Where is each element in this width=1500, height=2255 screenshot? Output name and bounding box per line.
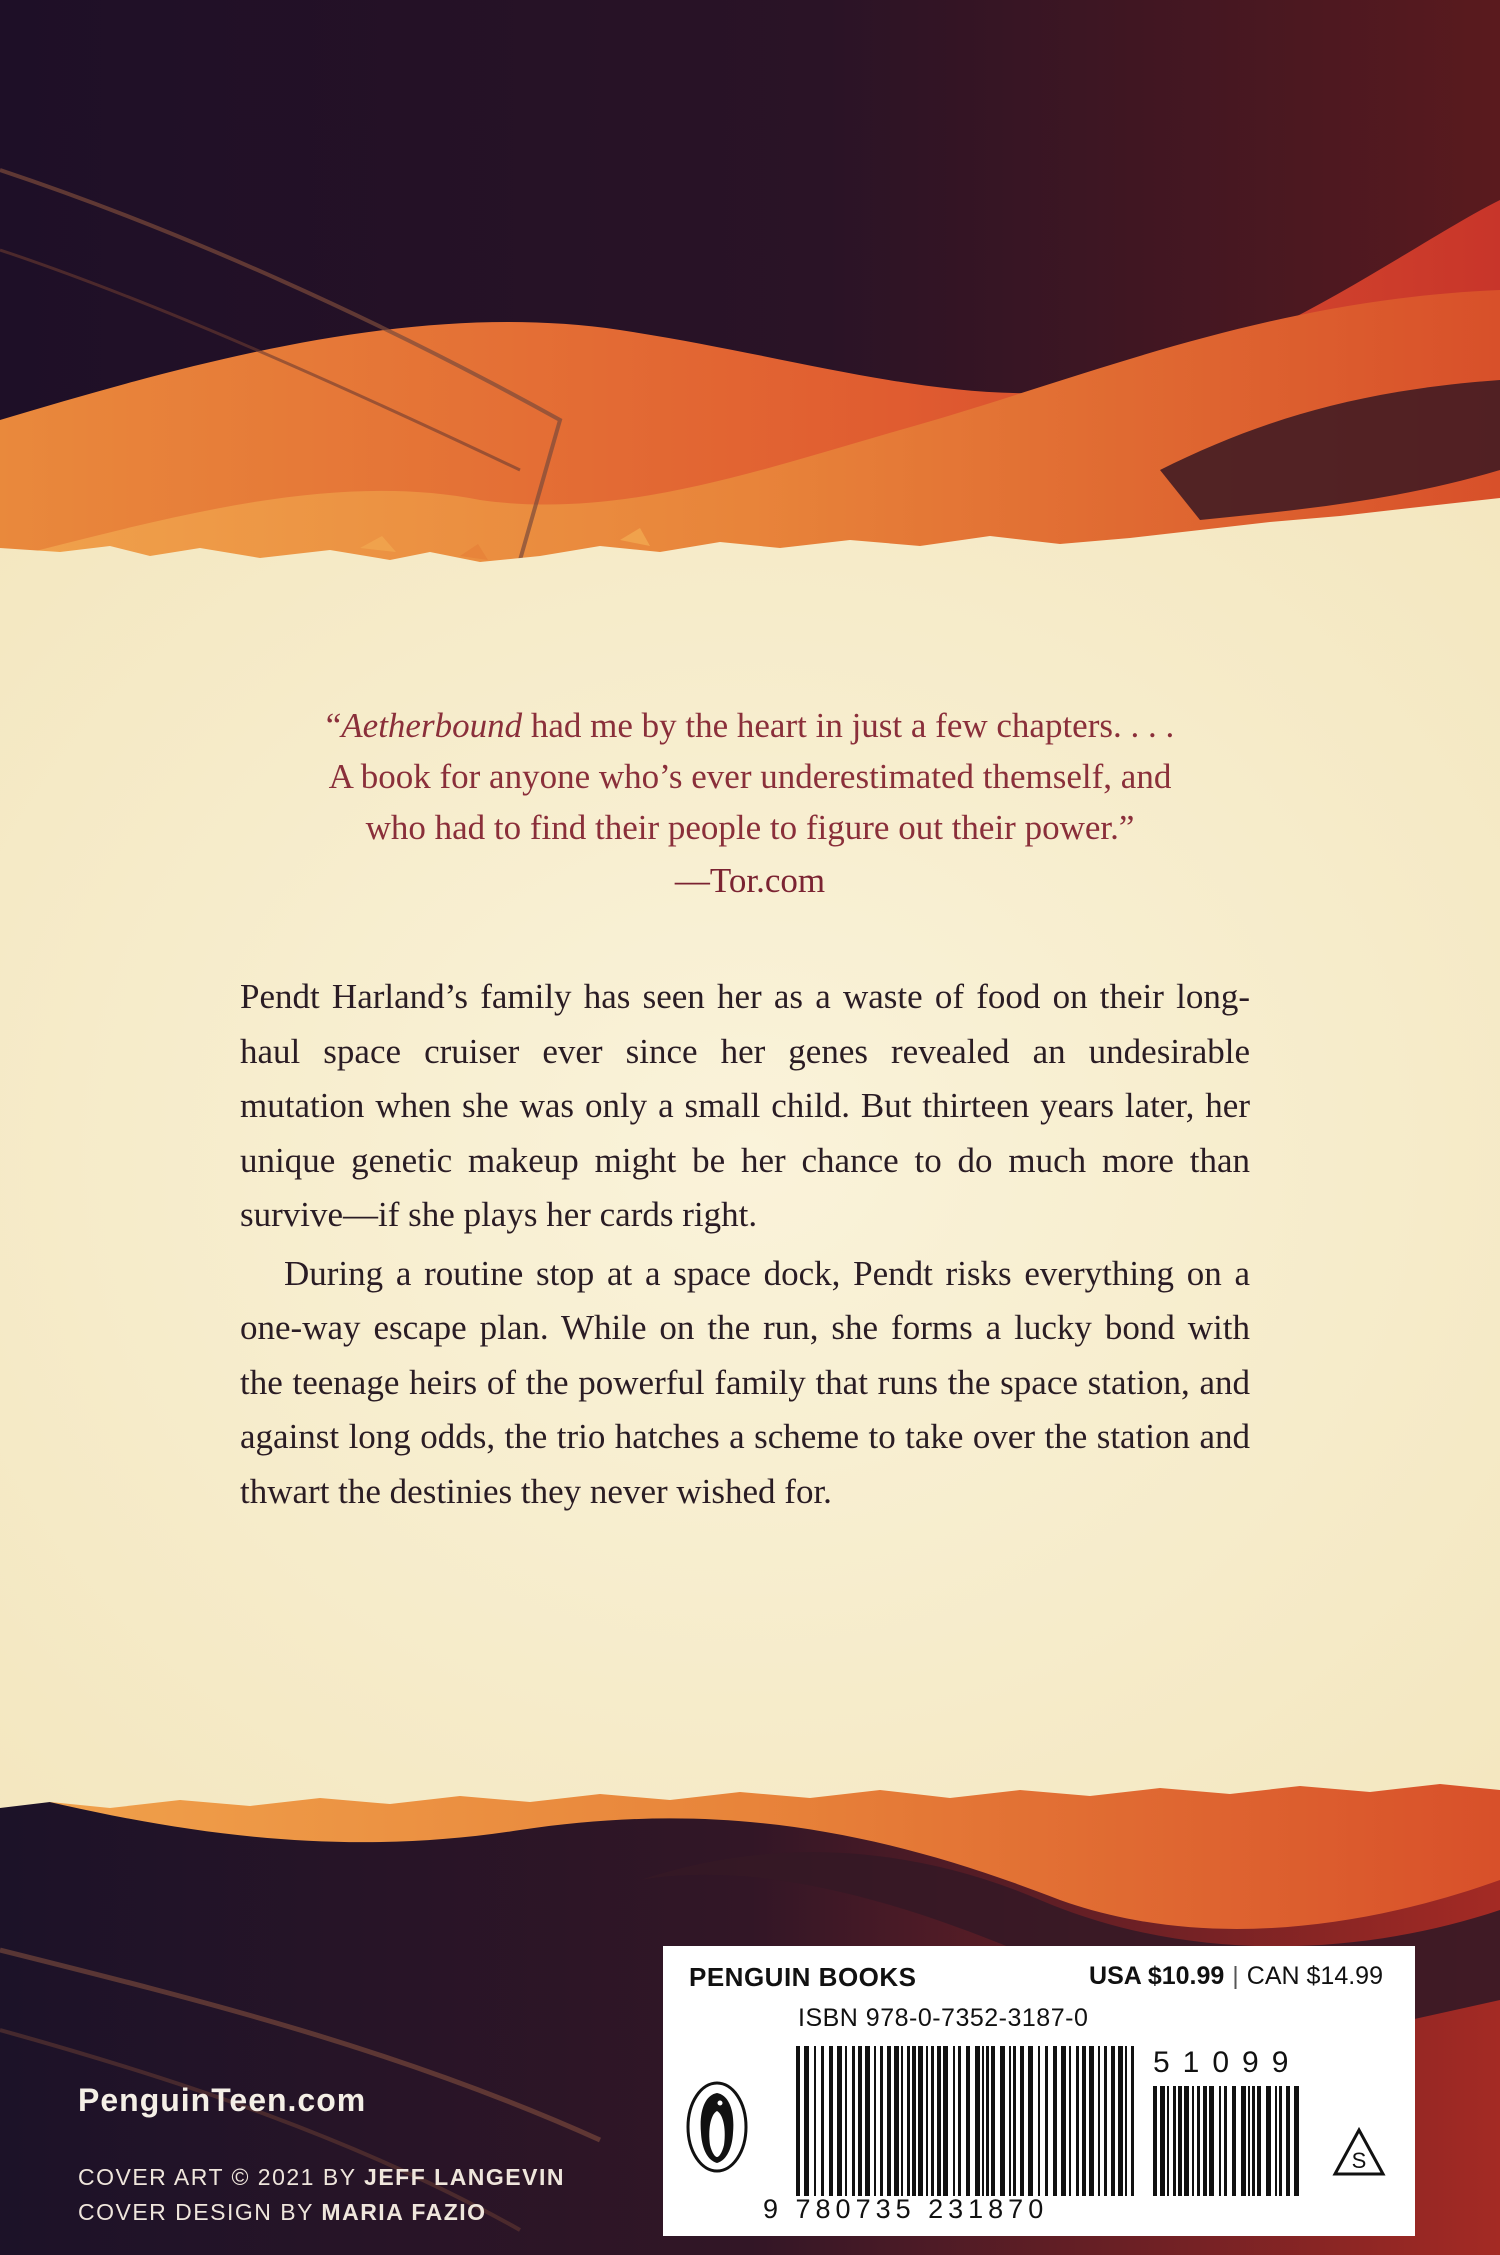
barcode-bar: [880, 2046, 883, 2196]
barcode-bar: [1160, 2086, 1165, 2196]
barcode-bar: [837, 2046, 842, 2196]
barcode-bar: [1098, 2046, 1100, 2196]
barcode-bar: [1013, 2046, 1016, 2196]
barcode-bar: [1192, 2086, 1194, 2196]
description-paragraph-2: During a routine stop at a space dock, Pendt risks everything on a one-way escape plan. While on the run, she forms a lucky bond with the teenage heirs of the powerful family that runs the space station, and against long odds, the trio hatches a scheme to take over the station and thwart the destinies they never wished for.: [240, 1253, 1250, 1511]
barcode-bar: [829, 2046, 833, 2196]
barcode-bar: [1241, 2086, 1246, 2196]
barcode-bar: [931, 2046, 934, 2196]
barcode-bar: [918, 2046, 923, 2196]
barcode-bar: [975, 2046, 980, 2196]
publisher-website: PenguinTeen.com: [78, 2082, 367, 2118]
barcode-bar: [894, 2046, 899, 2196]
barcode-bar: [1184, 2086, 1189, 2196]
barcode-bar: [821, 2046, 824, 2196]
barcode-bar: [1252, 2086, 1255, 2196]
barcode-bar: [1219, 2086, 1221, 2196]
barcode-bar: [1089, 2046, 1094, 2196]
barcode-bar: [901, 2046, 903, 2196]
barcode-bar: [1000, 2046, 1005, 2196]
barcode-bar: [1020, 2046, 1024, 2196]
badge-letter: S: [1351, 2148, 1367, 2173]
ean-barcode: [796, 2046, 1136, 2196]
barcode-bar: [1266, 2086, 1271, 2196]
barcode-bar: [887, 2046, 891, 2196]
barcode-bar: [1118, 2046, 1123, 2196]
barcode-bar: [1275, 2086, 1277, 2196]
barcode-bar: [912, 2046, 916, 2196]
publisher-name: PENGUIN BOOKS: [689, 1962, 917, 1992]
addon-barcode: [1153, 2086, 1303, 2196]
barcode-bar: [874, 2046, 876, 2196]
barcode-bar: [1111, 2046, 1115, 2196]
barcode-bar: [804, 2046, 809, 2196]
barcode-bar: [953, 2046, 955, 2196]
barcode-bar: [1167, 2086, 1169, 2196]
description-paragraph-1: Pendt Harland’s family has seen her as a waste of food on their long-haul space cruiser ever since her genes revealed an undesirable mutation when she was only a small child. But thirteen years later, her unique genetic makeup might be her chance to do much more than survive—if she plays her cards right.: [240, 977, 1250, 1234]
barcode-bar: [1197, 2086, 1200, 2196]
barcode-bar: [907, 2046, 910, 2196]
barcode-bar: [796, 2046, 800, 2196]
quote-attribution: —Tor.com: [674, 861, 826, 900]
barcode-bar: [1009, 2046, 1011, 2196]
price-can: CAN $14.99: [1246, 1962, 1383, 1990]
review-quote: [190, 700, 1310, 906]
isbn-label: ISBN 978-0-7352-3187-0: [798, 2004, 1089, 2032]
barcode-bar: [845, 2046, 847, 2196]
barcode-bar: [982, 2046, 984, 2196]
barcode-bar: [1178, 2086, 1182, 2196]
barcode-bar: [1045, 2046, 1048, 2196]
barcode-bar: [852, 2046, 855, 2196]
barcode-bar: [858, 2046, 862, 2196]
ean-digits: 9 780735 231870: [763, 2194, 1049, 2224]
barcode-bar: [966, 2046, 970, 2196]
barcode-bar: [1038, 2046, 1040, 2196]
barcode-bar: [926, 2046, 928, 2196]
price-usd: USA $10.99: [1089, 1962, 1225, 1990]
barcode-bar: [1153, 2086, 1157, 2196]
quote-line-2: A book for anyone who’s ever underestimated themself, and: [328, 757, 1172, 796]
barcode-bar: [937, 2046, 941, 2196]
cover-credits: [78, 2160, 565, 2230]
cover-art-credit: COVER ART © 2021 BY JEFF LANGEVIN: [78, 2164, 565, 2190]
barcode-bar: [1224, 2086, 1227, 2196]
price-separator: |: [1232, 1962, 1239, 1990]
barcode-bar: [1248, 2086, 1250, 2196]
barcode-bar: [958, 2046, 961, 2196]
cover-design-credit: COVER DESIGN BY MARIA FAZIO: [78, 2199, 487, 2225]
barcode-bar: [943, 2046, 948, 2196]
barcode-bar: [1069, 2046, 1071, 2196]
barcode-bar: [1173, 2086, 1176, 2196]
barcode-bar: [1061, 2046, 1066, 2196]
barcode-bar: [1076, 2046, 1079, 2196]
barcode-bar: [1053, 2046, 1057, 2196]
barcode-panel: [663, 1946, 1415, 2236]
price-code: 51099: [1153, 2046, 1302, 2079]
barcode-bar: [865, 2046, 870, 2196]
barcode-bar: [1257, 2086, 1261, 2196]
barcode-bar: [1279, 2086, 1282, 2196]
barcode-bar: [986, 2046, 989, 2196]
barcode-bar: [1028, 2046, 1033, 2196]
barcode-bar: [1203, 2086, 1207, 2196]
barcode-bar: [991, 2046, 995, 2196]
barcode-bar: [1131, 2046, 1134, 2196]
barcode-bar: [1104, 2046, 1107, 2196]
barcode-bar: [1294, 2086, 1299, 2196]
quote-book-title: Aetherbound: [341, 706, 523, 745]
barcode-bar: [1232, 2086, 1236, 2196]
triangle-s-badge-icon: [1331, 2126, 1387, 2178]
barcode-bar: [1286, 2086, 1290, 2196]
penguin-logo-icon: [685, 2081, 749, 2173]
book-description: [240, 970, 1250, 1519]
barcode-bar: [1125, 2046, 1127, 2196]
quote-line-1: “Aetherbound had me by the heart in just a few chapters. . . .: [325, 706, 1175, 745]
quote-line-3: who had to find their people to figure out their power.”: [365, 808, 1135, 847]
barcode-bar: [1082, 2046, 1086, 2196]
price-label: [1089, 1962, 1383, 1991]
barcode-bar: [814, 2046, 816, 2196]
barcode-bar: [1209, 2086, 1214, 2196]
